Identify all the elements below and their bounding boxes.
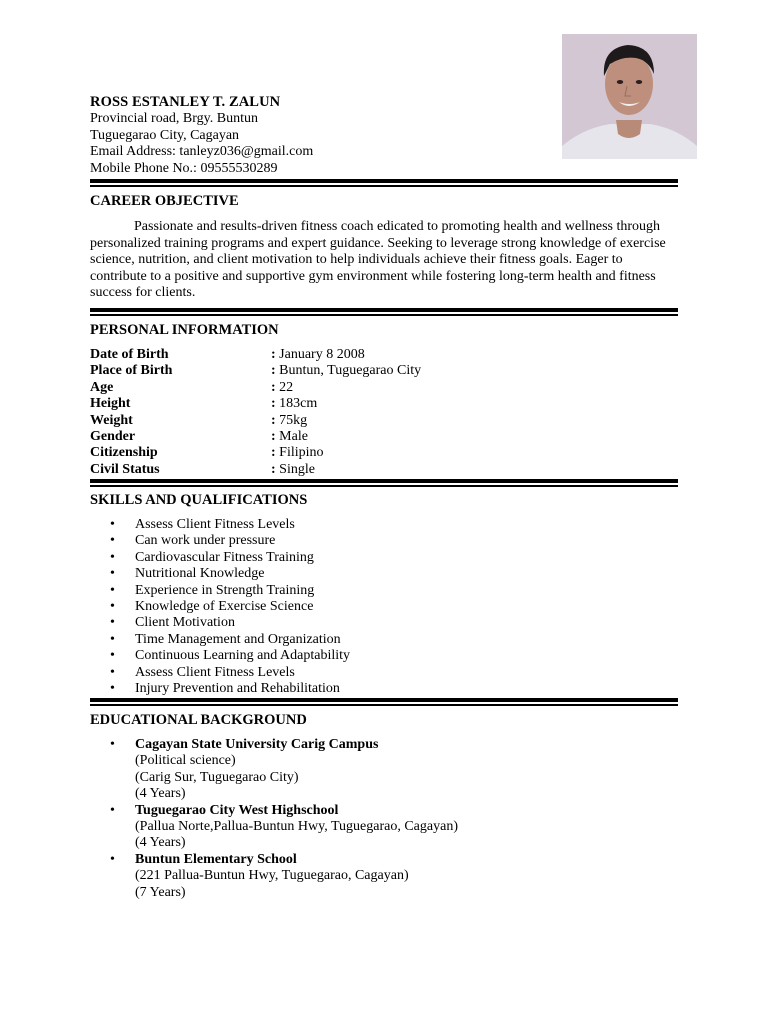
bullet-icon: •	[110, 582, 115, 598]
phone-line: Mobile Phone No.: 09555530289	[90, 160, 278, 176]
bullet-icon: •	[110, 664, 115, 680]
skill-text: Injury Prevention and Rehabilitation	[135, 681, 340, 697]
section-divider	[90, 479, 678, 487]
info-separator: :	[271, 429, 276, 445]
address-line-1: Provincial road, Brgy. Buntun	[90, 111, 258, 126]
info-row	[90, 380, 678, 396]
section-divider	[90, 179, 678, 187]
address-line-2: Tuguegarao City, Cagayan	[90, 127, 240, 143]
weight-value: 75kg	[279, 412, 308, 428]
career-objective-body: Passionate and results-driven fitness coach edicated to promoting health and wellness through personalized training programs and expert guidance. Seeking to leverage strong knowledge of exercise science, nutrition, and client motivation to help individuals achieve their fitness goals. Eager to contribute to a positive and supportive gym environment while fostering long-term health and fitness success for clients.	[90, 219, 666, 300]
section-divider	[90, 698, 678, 706]
list-item	[90, 681, 678, 697]
info-separator: :	[271, 461, 276, 477]
career-objective-title: CAREER OBJECTIVE	[90, 193, 239, 209]
bullet-icon: •	[110, 533, 115, 549]
info-value	[271, 413, 307, 429]
school-name: Cagayan State University Carig Campus	[135, 737, 379, 752]
info-row	[90, 347, 678, 363]
info-value	[271, 396, 317, 412]
info-label: Civil Status	[90, 461, 160, 477]
bullet-icon: •	[110, 737, 115, 752]
info-label: Age	[90, 379, 114, 395]
bullet-icon: •	[110, 631, 115, 647]
list-item	[90, 599, 678, 615]
skill-text: Knowledge of Exercise Science	[135, 599, 314, 615]
applicant-name: ROSS ESTANLEY T. ZALUN	[90, 94, 281, 110]
bullet-icon: •	[110, 615, 115, 631]
list-item	[90, 737, 678, 803]
school-name: Tuguegarao City West Highschool	[135, 802, 339, 818]
bullet-icon: •	[110, 681, 115, 697]
info-label: Gender	[90, 429, 136, 445]
info-label: Height	[90, 396, 131, 412]
career-objective-text	[90, 219, 678, 302]
school-entry	[135, 852, 409, 901]
list-item	[90, 517, 678, 533]
skill-text: Nutritional Knowledge	[135, 566, 265, 582]
school-detail: (Carig Sur, Tuguegarao City)	[135, 769, 299, 785]
personal-information-table	[90, 347, 678, 478]
list-item	[90, 615, 678, 631]
skill-text: Client Motivation	[135, 615, 235, 631]
school-detail: (Pallua Norte,Pallua-Buntun Hwy, Tuguegarao, Cagayan)	[135, 819, 458, 835]
bullet-icon: •	[110, 566, 115, 582]
contact-header	[90, 94, 550, 177]
list-item	[90, 632, 678, 648]
skill-text: Experience in Strength Training	[135, 582, 315, 598]
bullet-icon: •	[110, 802, 115, 818]
date-of-birth-value: January 8 2008	[279, 347, 365, 362]
info-row	[90, 445, 678, 461]
bullet-icon: •	[110, 517, 115, 532]
info-value	[271, 429, 308, 445]
info-separator: :	[271, 347, 276, 362]
personal-information-title: PERSONAL INFORMATION	[90, 322, 279, 338]
bullet-icon: •	[110, 648, 115, 664]
list-item	[90, 550, 678, 566]
school-name: Buntun Elementary School	[135, 851, 297, 867]
info-label: Place of Birth	[90, 363, 173, 379]
skills-title: SKILLS AND QUALIFICATIONS	[90, 492, 308, 508]
school-entry	[135, 803, 458, 852]
skill-text: Continuous Learning and Adaptability	[135, 648, 351, 664]
bullet-icon: •	[110, 851, 115, 867]
list-item	[90, 533, 678, 549]
school-detail: (4 Years)	[135, 835, 186, 851]
skills-list	[90, 517, 678, 697]
skill-text: Can work under pressure	[135, 533, 276, 549]
skill-text: Assess Client Fitness Levels	[135, 664, 295, 680]
gender-value: Male	[279, 429, 308, 445]
info-separator: :	[271, 396, 276, 412]
school-detail: (4 Years)	[135, 786, 186, 802]
info-value	[271, 380, 293, 396]
civil-status-value: Single	[279, 461, 315, 477]
info-label: Date of Birth	[90, 347, 169, 362]
skill-text: Cardiovascular Fitness Training	[135, 549, 314, 565]
info-value	[271, 363, 421, 379]
list-item	[90, 852, 678, 901]
bullet-icon: •	[110, 599, 115, 615]
info-value	[271, 347, 365, 363]
list-item	[90, 803, 678, 852]
info-separator: :	[271, 412, 276, 428]
bullet-icon: •	[110, 549, 115, 565]
school-detail: (Political science)	[135, 753, 236, 769]
info-row	[90, 363, 678, 379]
info-row	[90, 413, 678, 429]
info-label: Weight	[90, 412, 133, 428]
profile-photo-illustration	[562, 34, 697, 159]
info-separator: :	[271, 445, 276, 461]
place-of-birth-value: Buntun, Tuguegarao City	[279, 363, 422, 379]
list-item	[90, 566, 678, 582]
info-row	[90, 396, 678, 412]
height-value: 183cm	[279, 396, 318, 412]
list-item	[90, 665, 678, 681]
info-separator: :	[271, 363, 276, 379]
info-label: Citizenship	[90, 445, 158, 461]
info-row	[90, 429, 678, 445]
education-title: EDUCATIONAL BACKGROUND	[90, 712, 307, 728]
school-entry	[135, 737, 378, 803]
info-value	[271, 445, 324, 461]
skill-text: Assess Client Fitness Levels	[135, 517, 295, 532]
school-detail: (221 Pallua-Buntun Hwy, Tuguegarao, Cagayan)	[135, 868, 409, 884]
school-detail: (7 Years)	[135, 884, 186, 900]
list-item	[90, 583, 678, 599]
info-separator: :	[271, 379, 276, 395]
section-divider	[90, 308, 678, 316]
email-line: Email Address: tanleyz036@gmail.com	[90, 144, 314, 159]
info-row	[90, 462, 678, 478]
age-value: 22	[279, 379, 294, 395]
info-value	[271, 462, 315, 478]
citizenship-value: Filipino	[279, 445, 324, 461]
education-list	[90, 737, 678, 901]
skill-text: Time Management and Organization	[135, 631, 341, 647]
list-item	[90, 648, 678, 664]
profile-photo	[562, 34, 697, 159]
